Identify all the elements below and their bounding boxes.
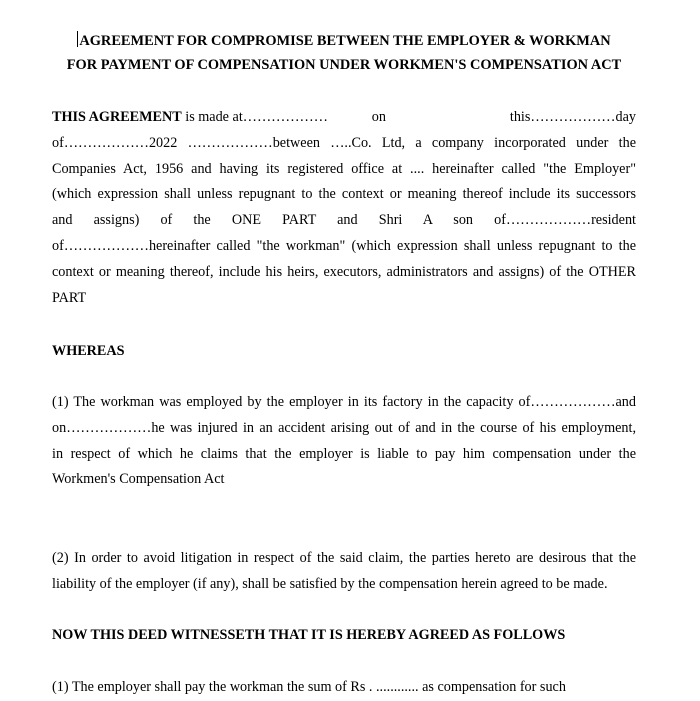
title-line-1: AGREEMENT FOR COMPROMISE BETWEEN THE EMPLOYER & WORKMAN xyxy=(79,33,611,49)
clause-1 xyxy=(52,390,636,493)
clause-3-line-1: (1) The employer shall pay the workman the sum of Rs . ............ as compensation for such xyxy=(52,679,566,695)
intro-line-1: THIS AGREEMENT is made at……………… on this………………day xyxy=(52,109,636,125)
intro-line-5: and assigns) of the ONE PART and Shri A son of………………resident xyxy=(52,212,636,229)
clause-2-line-1: (2) In order to avoid litigation in respect of the said claim, the parties hereto are desirous that the xyxy=(52,550,636,566)
clause-1-line-1: (1) The workman was employed by the employer in its factory in the capacity of………………and xyxy=(52,394,636,410)
document-title xyxy=(52,29,636,77)
clause-1-line-3: in respect of which he claims that the employer is liable to pay him compensation under the xyxy=(52,445,636,462)
intro-line-4: (which expression shall unless repugnant to the context or meaning thereof include its successors xyxy=(52,186,636,203)
intro-line-8: PART xyxy=(52,289,87,306)
whereas-heading: WHEREAS xyxy=(52,343,125,359)
intro-line-3: Companies Act, 1956 and having its registered office at .... hereinafter called "the Employer" xyxy=(52,160,636,177)
agreement-lead: THIS AGREEMENT xyxy=(52,109,182,125)
document-page xyxy=(52,0,636,700)
clause-2-line-2: liability of the employer (if any), shall be satisfied by the compensation herein agreed to be made. xyxy=(52,575,608,592)
intro-line-6: of………………hereinafter called "the workman" (which expression shall unless repugnant to the xyxy=(52,237,636,254)
clause-2 xyxy=(52,546,636,598)
witnesseth-heading: NOW THIS DEED WITNESSETH THAT IT IS HEREBY AGREED AS FOLLOWS xyxy=(52,627,566,643)
clause-1-line-2: on………………he was injured in an accident arising out of and in the course of his employment, xyxy=(52,419,636,436)
intro-paragraph xyxy=(52,105,636,311)
clause-3 xyxy=(52,675,636,701)
clause-1-line-4: Workmen's Compensation Act xyxy=(52,471,225,488)
title-line-2: FOR PAYMENT OF COMPENSATION UNDER WORKMEN'S COMPENSATION ACT xyxy=(66,57,622,73)
intro-line-2: of………………2022 ………………between …..Co. Ltd, a company incorporated under the xyxy=(52,134,636,151)
intro-line-7: context or meaning thereof, include his heirs, executors, administrators and assigns) of the OTHER xyxy=(52,263,636,280)
